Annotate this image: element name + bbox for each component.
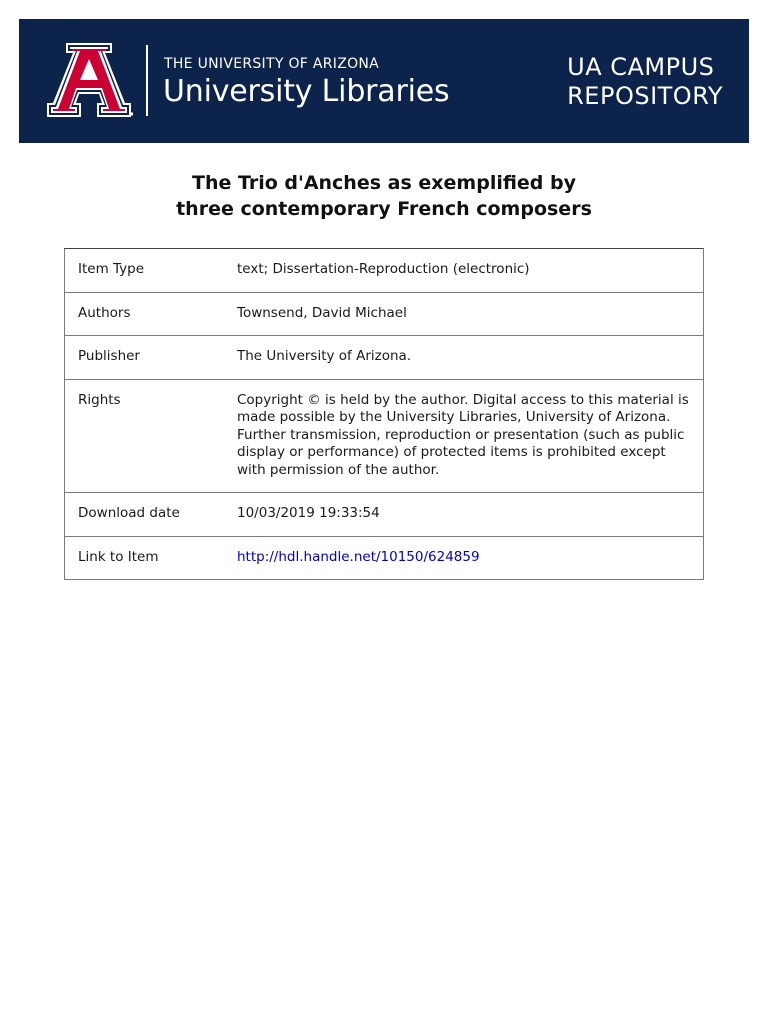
table-row bbox=[65, 336, 704, 380]
link-to-item-cell bbox=[225, 536, 704, 580]
item-type-value: text; Dissertation-Reproduction (electronic) bbox=[225, 249, 704, 293]
title-line-2: three contemporary French composers bbox=[176, 198, 592, 220]
document-title bbox=[0, 170, 768, 222]
campus-repository-label bbox=[567, 53, 723, 111]
repository-line-2: REPOSITORY bbox=[567, 82, 723, 110]
item-type-label: Item Type bbox=[65, 249, 226, 293]
item-handle-link[interactable]: http://hdl.handle.net/10150/624859 bbox=[237, 548, 480, 565]
metadata-table bbox=[64, 248, 704, 580]
institution-name: THE UNIVERSITY OF ARIZONA bbox=[164, 56, 380, 72]
table-row bbox=[65, 292, 704, 336]
link-to-item-label: Link to Item bbox=[65, 536, 226, 580]
title-line-1: The Trio d'Anches as exemplified by bbox=[191, 172, 577, 194]
publisher-value: The University of Arizona. bbox=[225, 336, 704, 380]
rights-value: Copyright © is held by the author. Digital access to this material is made possible by the University Libraries, University of Arizona. Further transmission, reproduction or presentation (such as public display or performance) of protected items is prohibited except with permission of the author. bbox=[225, 379, 704, 493]
library-name: University Libraries bbox=[163, 74, 450, 109]
authors-value: Townsend, David Michael bbox=[225, 292, 704, 336]
publisher-label: Publisher bbox=[65, 336, 226, 380]
table-row bbox=[65, 493, 704, 537]
table-row bbox=[65, 536, 704, 580]
table-row bbox=[65, 249, 704, 293]
download-date-value: 10/03/2019 19:33:54 bbox=[225, 493, 704, 537]
repository-line-1: UA CAMPUS bbox=[567, 53, 715, 81]
rights-label: Rights bbox=[65, 379, 226, 493]
banner-divider bbox=[146, 45, 148, 116]
authors-label: Authors bbox=[65, 292, 226, 336]
download-date-label: Download date bbox=[65, 493, 226, 537]
table-row bbox=[65, 379, 704, 493]
university-a-logo-icon bbox=[45, 43, 133, 117]
repository-banner bbox=[19, 19, 749, 143]
